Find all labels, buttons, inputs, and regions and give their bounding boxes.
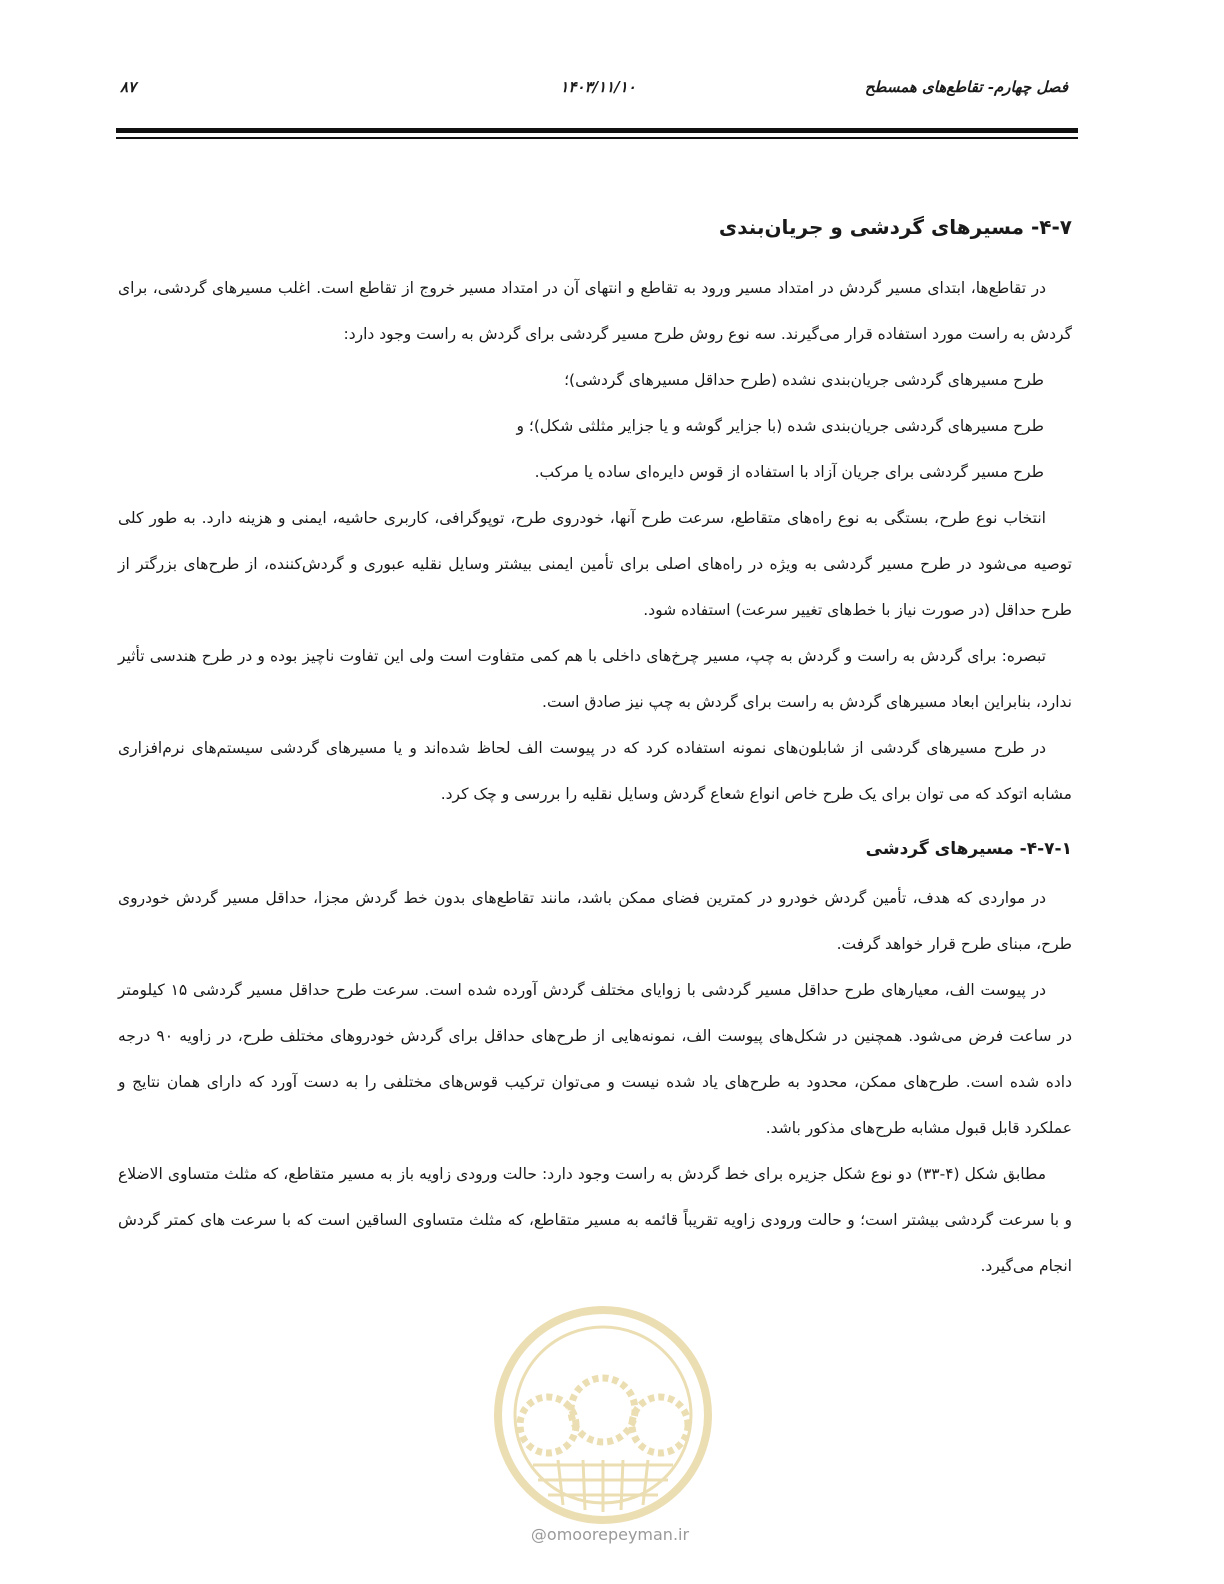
note-paragraph: تبصره: برای گردش به راست و گردش به چپ، مسیر چرخ‌های داخلی با هم کمی متفاوت است ولی این تفاوت ناچیز بوده و در طرح هندسی تأثیر ندارد، بنابراین ابعاد مسیرهای گردش به راست برای گردش به چپ نیز صادق است. — [118, 647, 1072, 711]
header-rule-thin — [116, 137, 1078, 139]
paragraph: مطابق شکل (۴-۳۳) دو نوع شکل جزیره برای خط گردش به راست وجود دارد: حالت ورودی زاویه باز به مسیر متقاطع، که مثلث متساوی الاضلاع و با سرعت گردشی بیشتر است؛ و حالت ورودی زاویه تقریباً قائمه به مسیر متقاطع، که مثلث متساوی الساقین است که با سرعت های کمتر گردش انجام می‌گیرد. — [118, 1165, 1072, 1275]
subsection-title: ۴-۷-۱- مسیرهای گردشی — [865, 839, 1072, 859]
list-item: طرح مسیرهای گردشی جریان‌بندی شده (با جزایر گوشه و یا جزایر مثلثی شکل)؛ و — [516, 417, 1044, 435]
header-date: ۱۴۰۳/۱۱/۱۰ — [560, 78, 636, 96]
section-title: ۴-۷- مسیرهای گردشی و جریان‌بندی — [718, 215, 1072, 239]
paragraph: در مواردی که هدف، تأمین گردش خودرو در کمترین فضای ممکن باشد، مانند تقاطع‌های بدون خط گردش مجزا، حداقل مسیر گردش خودروی طرح، مبنای طرح قرار خواهد گرفت. — [118, 889, 1072, 953]
page-header — [118, 74, 1078, 104]
chapter-title: فصل چهارم- تقاطع‌های همسطح — [864, 78, 1068, 96]
header-rule-thick — [116, 128, 1078, 133]
page-number: ۸۷ — [120, 78, 137, 96]
watermark-url: @omoorepeyman.ir — [530, 1525, 690, 1544]
watermark-logo-icon — [478, 1300, 728, 1530]
list-item: طرح مسیرهای گردشی جریان‌بندی نشده (طرح حداقل مسیرهای گردشی)؛ — [564, 371, 1044, 389]
paragraph: انتخاب نوع طرح، بستگی به نوع راه‌های متقاطع، سرعت طرح آنها، خودروی طرح، توپوگرافی، کاربری حاشیه، ایمنی و هزینه دارد. به طور کلی توصیه می‌شود در طرح مسیر گردشی به ویژه در راه‌های اصلی برای تأمین ایمنی بیشتر وسایل نقلیه عبوری و گردش‌کننده، از طرح‌های بزرگتر از طرح حداقل (در صورت نیاز با خط‌های تغییر سرعت) استفاده شود. — [118, 509, 1072, 619]
page-body — [118, 215, 1072, 1289]
list-item: طرح مسیر گردشی برای جریان آزاد با استفاده از قوس دایره‌ای ساده یا مرکب. — [534, 463, 1044, 481]
paragraph: در طرح مسیرهای گردشی از شابلون‌های نمونه استفاده کرد که در پیوست الف لحاظ شده‌اند و یا مسیرهای گردشی سیستم‌های نرم‌افزاری مشابه اتوکد که می توان برای یک طرح خاص انواع شعاع گردش وسایل نقلیه را بررسی و چک کرد. — [118, 739, 1072, 803]
paragraph: در تقاطع‌ها، ابتدای مسیر گردش در امتداد مسیر ورود به تقاطع و انتهای آن در امتداد مسیر خروج از تقاطع است. اغلب مسیرهای گردشی، برای گردش به راست مورد استفاده قرار می‌گیرند. سه نوع روش طرح مسیر گردشی برای گردش به راست وجود دارد: — [118, 279, 1072, 343]
paragraph: در پیوست الف، معیارهای طرح حداقل مسیر گردشی با زوایای مختلف گردش آورده شده است. سرعت طرح حداقل مسیر گردشی ۱۵ کیلومتر در ساعت فرض می‌شود. همچنین در شکل‌های پیوست الف، نمونه‌هایی از طرح‌های حداقل برای گردش خودروهای مختلف طرح، در زاویه ۹۰ درجه داده شده است. طرح‌های ممکن، محدود به طرح‌های یاد شده نیست و می‌توان ترکیب قوس‌های مختلفی را به دست آورد که دارای همان نتایج و عملکرد قابل قبول مشابه طرح‌های مذکور باشد. — [118, 981, 1072, 1137]
